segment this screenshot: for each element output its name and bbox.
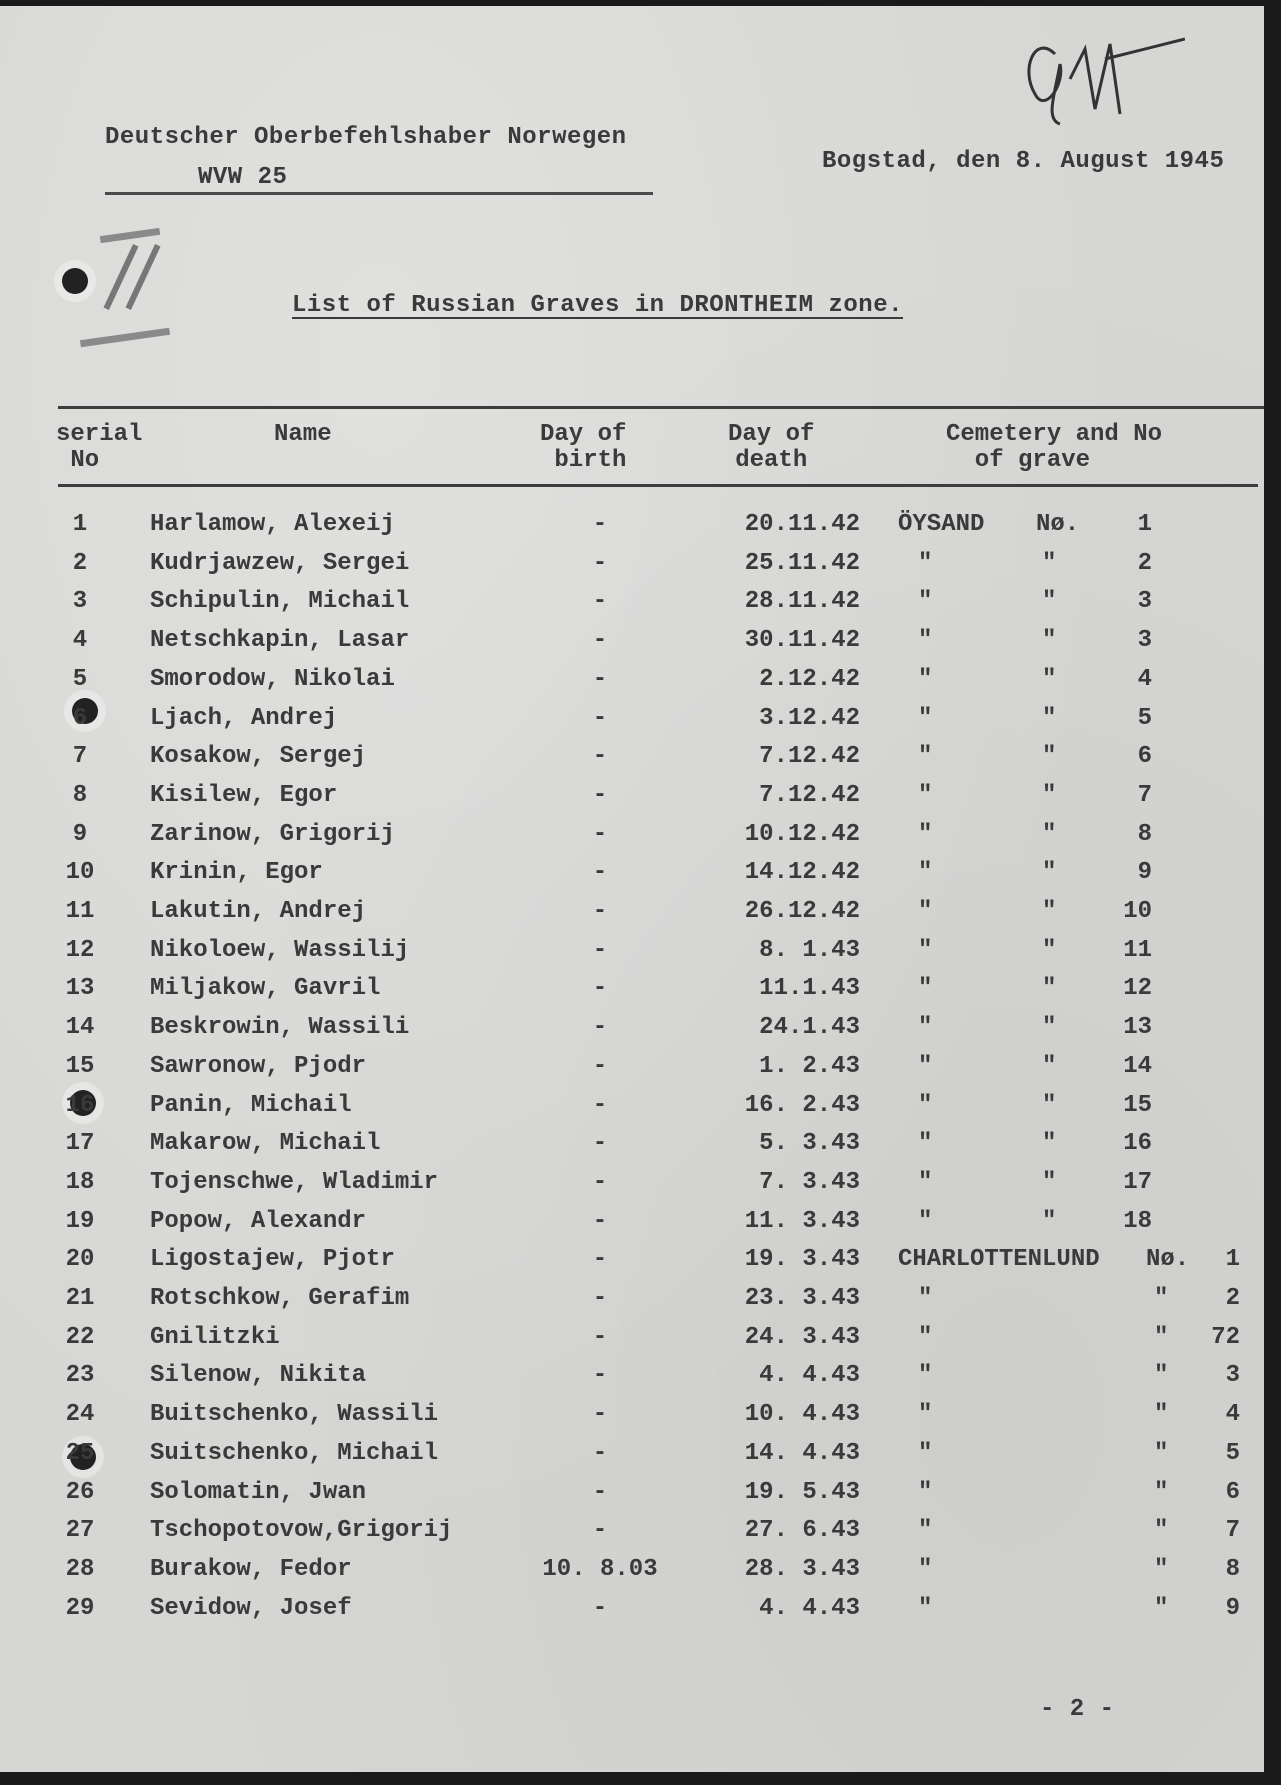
cell-birth: - <box>592 549 608 577</box>
table-row <box>0 1087 1264 1125</box>
cell-death: 11. 3.43 <box>744 1207 860 1235</box>
cell-death: 3.12.42 <box>759 704 860 732</box>
cell-cemetery: ÖYSAND <box>898 511 985 538</box>
cell-birth: - <box>592 511 608 538</box>
cell-birth: - <box>592 975 608 1003</box>
cell-grave-number: 3 <box>1137 588 1152 616</box>
cell-birth: - <box>592 627 608 655</box>
cell-no-label: " <box>1154 1323 1169 1351</box>
cell-name: Burakow, Fedor <box>150 1555 352 1583</box>
cell-birth: - <box>592 1052 608 1080</box>
cell-no-label: " <box>1042 1130 1057 1158</box>
cell-grave-number: 7 <box>1225 1517 1240 1545</box>
cell-death: 16. 2.43 <box>744 1091 860 1119</box>
table-row <box>0 1125 1264 1163</box>
cell-name: Smorodow, Nikolai <box>150 665 395 693</box>
cell-no-label: " <box>1154 1555 1169 1583</box>
cell-death: 1. 2.43 <box>759 1052 860 1080</box>
place-date: Bogstad, den 8. August 1945 <box>822 148 1225 175</box>
cell-death: 20.11.42 <box>744 511 860 538</box>
cell-serial: 14 <box>65 1014 95 1042</box>
cell-grave-number: 5 <box>1137 704 1152 732</box>
cell-serial: 6 <box>72 704 88 732</box>
cell-birth: - <box>592 1362 608 1390</box>
cell-no-label: " <box>1042 1014 1057 1042</box>
cell-grave-number: 14 <box>1123 1052 1152 1080</box>
cell-serial: 13 <box>65 975 95 1003</box>
cell-grave-number: 13 <box>1123 1014 1152 1042</box>
cell-grave-number: 72 <box>1211 1323 1240 1351</box>
cell-name: Schipulin, Michail <box>150 588 410 616</box>
cell-death: 4. 4.43 <box>759 1362 860 1390</box>
table-row <box>0 1512 1264 1550</box>
cell-no-label: " <box>1154 1439 1169 1467</box>
cell-no-label: " <box>1042 1052 1057 1080</box>
cell-no-label: " <box>1042 1207 1057 1235</box>
cell-birth: - <box>592 1130 608 1158</box>
cell-no-label: " <box>1154 1478 1169 1506</box>
cell-no-label: " <box>1042 898 1057 925</box>
cell-death: 25.11.42 <box>744 549 860 577</box>
cell-name: Sevidow, Josef <box>150 1594 352 1622</box>
cell-name: Gnilitzki <box>150 1323 280 1351</box>
cell-cemetery: " <box>918 1052 933 1080</box>
table-row <box>0 506 1264 544</box>
cell-name: Tojenschwe, Wladimir <box>150 1168 439 1196</box>
cell-name: Lakutin, Andrej <box>150 898 367 925</box>
cell-death: 14. 4.43 <box>744 1439 860 1467</box>
cell-serial: 16 <box>65 1091 95 1119</box>
table-row <box>0 1435 1264 1473</box>
cell-no-label: " <box>1042 936 1057 964</box>
cell-cemetery: " <box>918 549 933 577</box>
cell-no-label: " <box>1042 975 1057 1003</box>
table-row <box>0 661 1264 699</box>
cell-birth: - <box>592 898 608 925</box>
table-row <box>0 1241 1264 1279</box>
table-row <box>0 816 1264 854</box>
cell-serial: 4 <box>72 627 88 655</box>
page-number: - 2 - <box>1040 1696 1115 1723</box>
cell-name: Kosakow, Sergej <box>150 743 367 771</box>
table-top-rule <box>58 406 1264 409</box>
cell-cemetery: CHARLOTTENLUND <box>898 1246 1100 1274</box>
cell-cemetery: " <box>918 820 933 848</box>
cell-birth: - <box>592 1285 608 1312</box>
cell-cemetery: " <box>918 1130 933 1158</box>
cell-serial: 25 <box>65 1439 95 1467</box>
cell-death: 14.12.42 <box>744 859 860 887</box>
cell-birth: - <box>592 1168 608 1196</box>
table-row <box>0 700 1264 738</box>
cell-birth: - <box>592 1594 608 1622</box>
cell-no-label: " <box>1042 743 1057 771</box>
cell-serial: 11 <box>65 898 95 925</box>
table-row <box>0 777 1264 815</box>
cell-death: 27. 6.43 <box>744 1517 860 1545</box>
cell-no-label: " <box>1042 588 1057 616</box>
reference-number: WVW 25 <box>198 164 288 191</box>
cell-death: 19. 3.43 <box>744 1246 860 1274</box>
cell-grave-number: 4 <box>1225 1401 1240 1429</box>
cell-name: Harlamow, Alexeij <box>150 511 395 538</box>
cell-grave-number: 4 <box>1137 665 1152 693</box>
cell-death: 10. 4.43 <box>744 1401 860 1429</box>
handwritten-mark-stroke <box>1070 39 1185 114</box>
table-row <box>0 1203 1264 1241</box>
table-row <box>0 1164 1264 1202</box>
cell-serial: 28 <box>65 1555 95 1583</box>
cell-birth: - <box>592 936 608 964</box>
cell-grave-number: 6 <box>1225 1478 1240 1506</box>
cell-grave-number: 15 <box>1123 1091 1152 1119</box>
cell-serial: 1 <box>72 511 88 538</box>
cell-birth: - <box>592 1014 608 1042</box>
cell-death: 11.1.43 <box>759 975 860 1003</box>
pencil-mark <box>80 328 170 347</box>
cell-cemetery: " <box>918 975 933 1003</box>
column-header-name: Name <box>274 421 332 448</box>
cell-serial: 19 <box>65 1207 95 1235</box>
cell-no-label: " <box>1154 1362 1169 1390</box>
cell-no-label: " <box>1154 1594 1169 1622</box>
cell-grave-number: 17 <box>1123 1168 1152 1196</box>
cell-serial: 7 <box>72 743 88 771</box>
cell-cemetery: " <box>918 1285 933 1312</box>
cell-name: Zarinow, Grigorij <box>150 820 395 848</box>
cell-birth: 10. 8.03 <box>542 1555 658 1583</box>
table-row <box>0 583 1264 621</box>
cell-cemetery: " <box>918 588 933 616</box>
cell-serial: 3 <box>72 588 88 616</box>
cell-grave-number: 2 <box>1225 1285 1240 1312</box>
cell-death: 7. 3.43 <box>759 1168 860 1196</box>
cell-birth: - <box>592 1207 608 1235</box>
cell-name: Beskrowin, Wassili <box>150 1014 410 1042</box>
cell-death: 24. 3.43 <box>744 1323 860 1351</box>
cell-cemetery: " <box>918 898 933 925</box>
document-page <box>0 6 1264 1772</box>
table-row <box>0 545 1264 583</box>
cell-serial: 26 <box>65 1478 95 1506</box>
cell-birth: - <box>592 665 608 693</box>
cell-grave-number: 1 <box>1137 511 1152 538</box>
cell-grave-number: 16 <box>1123 1130 1152 1158</box>
cell-grave-number: 8 <box>1137 820 1152 848</box>
table-row <box>0 970 1264 1008</box>
cell-serial: 8 <box>72 781 88 809</box>
cell-grave-number: 1 <box>1225 1246 1240 1274</box>
cell-grave-number: 5 <box>1225 1439 1240 1467</box>
cell-grave-number: 12 <box>1123 975 1152 1003</box>
table-row <box>0 1009 1264 1047</box>
cell-no-label: " <box>1154 1401 1169 1429</box>
cell-cemetery: " <box>918 704 933 732</box>
cell-no-label: " <box>1042 1091 1057 1119</box>
punch-hole <box>62 268 88 294</box>
cell-cemetery: " <box>918 1207 933 1235</box>
cell-cemetery: " <box>918 627 933 655</box>
cell-death: 30.11.42 <box>744 627 860 655</box>
cell-serial: 23 <box>65 1362 95 1390</box>
table-row <box>0 1474 1264 1512</box>
cell-death: 28.11.42 <box>744 588 860 616</box>
table-row <box>0 932 1264 970</box>
cell-death: 7.12.42 <box>759 781 860 809</box>
table-row <box>0 622 1264 660</box>
cell-grave-number: 18 <box>1123 1207 1152 1235</box>
cell-serial: 27 <box>65 1517 95 1545</box>
cell-grave-number: 9 <box>1137 859 1152 887</box>
handwritten-mark <box>1015 24 1185 134</box>
cell-birth: - <box>592 1246 608 1274</box>
cell-no-label: " <box>1042 859 1057 887</box>
cell-no-label: " <box>1042 627 1057 655</box>
cell-name: Popow, Alexandr <box>150 1207 367 1235</box>
cell-cemetery: " <box>918 1091 933 1119</box>
cell-name: Rotschkow, Gerafim <box>150 1285 410 1312</box>
cell-grave-number: 2 <box>1137 549 1152 577</box>
cell-grave-number: 3 <box>1225 1362 1240 1390</box>
cell-cemetery: " <box>918 743 933 771</box>
table-row <box>0 1048 1264 1086</box>
cell-no-label: " <box>1042 704 1057 732</box>
cell-serial: 10 <box>65 859 95 887</box>
cell-death: 4. 4.43 <box>759 1594 860 1622</box>
cell-name: Kisilew, Egor <box>150 781 338 809</box>
cell-death: 19. 5.43 <box>744 1478 860 1506</box>
cell-death: 26.12.42 <box>744 898 860 925</box>
cell-grave-number: 9 <box>1225 1594 1240 1622</box>
cell-grave-number: 11 <box>1123 936 1152 964</box>
cell-birth: - <box>592 781 608 809</box>
cell-birth: - <box>592 820 608 848</box>
cell-cemetery: " <box>918 1168 933 1196</box>
cell-cemetery: " <box>918 1555 933 1583</box>
cell-death: 28. 3.43 <box>744 1555 860 1583</box>
cell-birth: - <box>592 1478 608 1506</box>
cell-serial: 22 <box>65 1323 95 1351</box>
cell-serial: 12 <box>65 936 95 964</box>
pencil-mark <box>100 228 160 243</box>
cell-name: Ligostajew, Pjotr <box>150 1246 395 1274</box>
cell-no-label: " <box>1042 549 1057 577</box>
cell-serial: 9 <box>72 820 88 848</box>
table-row <box>0 1590 1264 1628</box>
cell-birth: - <box>592 859 608 887</box>
cell-birth: - <box>592 1439 608 1467</box>
table-row <box>0 854 1264 892</box>
document-title: List of Russian Graves in DRONTHEIM zone. <box>292 292 903 319</box>
cell-name: Miljakow, Gavril <box>150 975 381 1003</box>
cell-birth: - <box>592 1517 608 1545</box>
cell-name: Netschkapin, Lasar <box>150 627 410 655</box>
cell-grave-number: 10 <box>1123 898 1152 925</box>
cell-no-label: " <box>1042 820 1057 848</box>
cell-cemetery: " <box>918 1401 933 1429</box>
table-row <box>0 1551 1264 1589</box>
table-header-rule <box>58 484 1258 487</box>
cell-serial: 21 <box>65 1285 95 1312</box>
cell-name: Suitschenko, Michail <box>150 1439 439 1467</box>
cell-birth: - <box>592 1091 608 1119</box>
table-row <box>0 1280 1264 1318</box>
cell-name: Ljach, Andrej <box>150 704 338 732</box>
cell-serial: 29 <box>65 1594 95 1622</box>
cell-birth: - <box>592 704 608 732</box>
cell-name: Panin, Michail <box>150 1091 352 1119</box>
cell-no-label: " <box>1042 1168 1057 1196</box>
column-header-serial: serial No <box>56 421 143 474</box>
cell-name: Sawronow, Pjodr <box>150 1052 367 1080</box>
cell-name: Krinin, Egor <box>150 859 323 887</box>
cell-serial: 17 <box>65 1130 95 1158</box>
cell-serial: 5 <box>72 665 88 693</box>
cell-birth: - <box>592 1323 608 1351</box>
handwritten-mark-stroke <box>1029 48 1061 124</box>
column-header-cemetery: Cemetery and No of grave <box>946 421 1163 474</box>
table-row <box>0 738 1264 776</box>
column-header-birth: Day of birth <box>540 421 627 474</box>
cell-death: 7.12.42 <box>759 743 860 771</box>
cell-serial: 15 <box>65 1052 95 1080</box>
cell-cemetery: " <box>918 781 933 809</box>
cell-grave-number: 3 <box>1137 627 1152 655</box>
cell-cemetery: " <box>918 1478 933 1506</box>
cell-no-label: Nø. <box>1146 1246 1190 1274</box>
cell-death: 8. 1.43 <box>759 936 860 964</box>
cell-name: Solomatin, Jwan <box>150 1478 367 1506</box>
cell-cemetery: " <box>918 1362 933 1390</box>
cell-name: Nikoloew, Wassilij <box>150 936 410 964</box>
cell-grave-number: 8 <box>1225 1555 1240 1583</box>
cell-death: 10.12.42 <box>744 820 860 848</box>
cell-cemetery: " <box>918 1594 933 1622</box>
cell-death: 23. 3.43 <box>744 1285 860 1312</box>
table-row <box>0 1357 1264 1395</box>
cell-death: 2.12.42 <box>759 665 860 693</box>
cell-name: Tschopotovow,Grigorij <box>150 1517 453 1545</box>
cell-name: Kudrjawzew, Sergei <box>150 549 410 577</box>
table-row <box>0 1396 1264 1434</box>
header-underline <box>105 192 653 195</box>
cell-cemetery: " <box>918 1517 933 1545</box>
cell-serial: 20 <box>65 1246 95 1274</box>
cell-cemetery: " <box>918 1014 933 1042</box>
cell-no-label: Nø. <box>1036 511 1080 538</box>
cell-no-label: " <box>1154 1285 1169 1312</box>
cell-grave-number: 6 <box>1137 743 1152 771</box>
cell-grave-number: 7 <box>1137 781 1152 809</box>
column-header-death: Day of death <box>728 421 815 474</box>
cell-name: Silenow, Nikita <box>150 1362 367 1390</box>
cell-death: 24.1.43 <box>759 1014 860 1042</box>
cell-cemetery: " <box>918 1439 933 1467</box>
cell-birth: - <box>592 588 608 616</box>
cell-cemetery: " <box>918 859 933 887</box>
table-row <box>0 1319 1264 1357</box>
cell-serial: 24 <box>65 1401 95 1429</box>
cell-birth: - <box>592 743 608 771</box>
cell-cemetery: " <box>918 1323 933 1351</box>
cell-birth: - <box>592 1401 608 1429</box>
cell-death: 5. 3.43 <box>759 1130 860 1158</box>
cell-no-label: " <box>1042 781 1057 809</box>
cell-cemetery: " <box>918 936 933 964</box>
organization-name: Deutscher Oberbefehlshaber Norwegen <box>105 124 627 151</box>
cell-no-label: " <box>1042 665 1057 693</box>
cell-name: Makarow, Michail <box>150 1130 381 1158</box>
cell-cemetery: " <box>918 665 933 693</box>
cell-no-label: " <box>1154 1517 1169 1545</box>
cell-serial: 2 <box>72 549 88 577</box>
cell-name: Buitschenko, Wassili <box>150 1401 439 1429</box>
cell-serial: 18 <box>65 1168 95 1196</box>
table-row <box>0 893 1264 931</box>
